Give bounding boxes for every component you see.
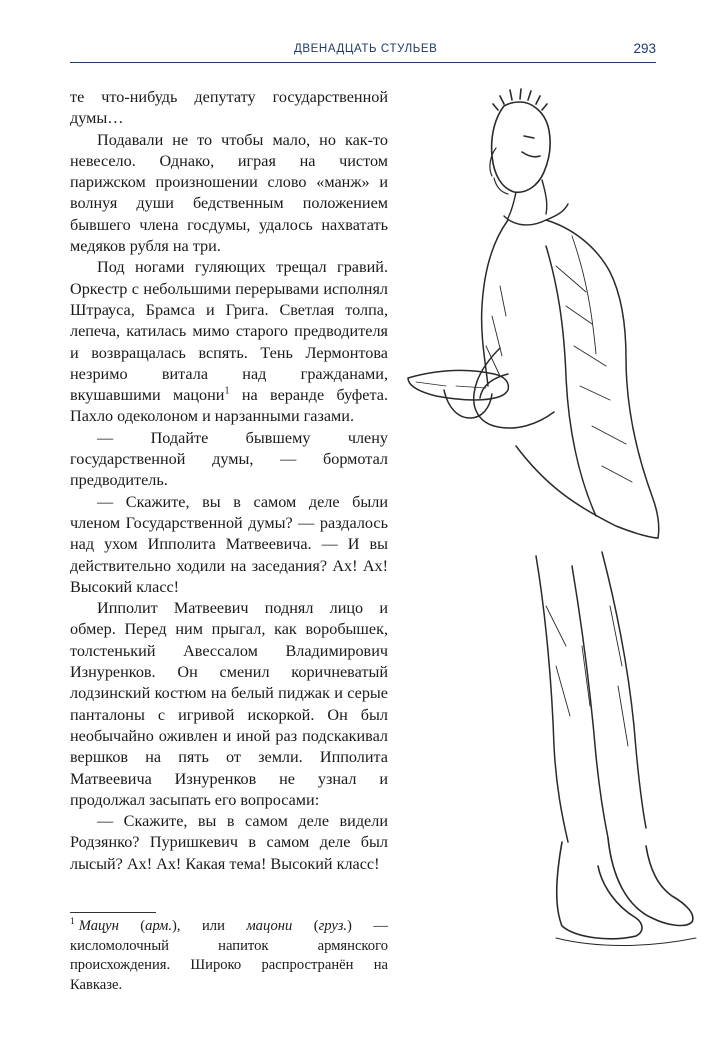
- figure-jacket: [482, 220, 659, 538]
- paragraph-5: — Скажите, вы в самом деле были членом Государственной думы? — раздалось над ухом Ипполита Матвеевича. — И вы действительно ходили на заседания? Ах! Ах! Высокий класс!: [70, 492, 388, 596]
- paragraph-6: Ипполит Матвеевич поднял лицо и обмер. Перед ним прыгал, как воробышек, толстенький Авессалом Владимирович Изнуренков. Он сменил коричневатый лодзинский костюм на белый пиджак и серые панталоны с игривой искоркой. Он был необычайно оживлен и иной раз подскакивал вершков на пять от земли. Ипполита Матвеевича Изнуренков не узнал и продолжал засыпать его вопросами:: [70, 599, 388, 809]
- paragraph-2: Подавали не то чтобы мало, но как-то невесело. Однако, играя на чистом парижском произношении слово «манж» и волнуя души бедственным положением бывшего члена госдумы, удалось нахватать медяков рубля на три.: [70, 130, 388, 256]
- footnote-term-1: Мацун: [78, 918, 119, 934]
- figure-trousers: [536, 552, 646, 842]
- figure-collar: [504, 180, 568, 225]
- paragraph-3-end: на веранде буфета. Пахло одеколоном и нарзанными газами.: [70, 386, 388, 426]
- ink-illustration-begging-man: [396, 86, 706, 966]
- paragraph-4: — Подайте бывшему члену государственной думы, — бормотал предводитель.: [70, 428, 388, 490]
- footnote-divider: [70, 912, 156, 913]
- footnote-lang-1: арм.: [145, 918, 172, 934]
- figure-shoes: [556, 838, 696, 946]
- figure-arm-with-hat: [408, 348, 554, 428]
- footnote-connector: или: [201, 918, 225, 934]
- footnote-term-2: мацони: [246, 918, 293, 934]
- footnote-mark: 1: [70, 917, 75, 928]
- paragraph-1: те что-нибудь депутату государственной думы…: [70, 88, 388, 128]
- figure-head: [490, 89, 550, 194]
- paragraph-7: — Скажите, вы в самом деле видели Родзянко? Пуришкевич в самом деле был лысый? Ах! Ах! Какая тема! Высокий класс!: [70, 812, 388, 873]
- footnote-definition: — кисломолочный напиток армянского происхождения. Широко распространён на Кавказе.: [70, 918, 388, 993]
- footnote: $^1$ Мацун (арм.), или мацони (груз.) — кисломолочный напиток армянского происхождения. Широко распространён на Кавказе.: [70, 917, 388, 993]
- paragraph-3-start: Под ногами гуляющих трещал гравий. Оркестр с небольшими перерывами исполнял Штрауса, Брамса и Грига. Светлая толпа, лепеча, катилась мимо старого предводителя и возвращалась вспять. Тень Лермонтова незримо витала над гражданами, вкушавшими мацони: [70, 258, 388, 405]
- footnote-lang-2: груз.: [318, 918, 348, 934]
- main-text: [70, 87, 388, 875]
- paragraph-3: [70, 257, 388, 427]
- running-header: [70, 40, 656, 63]
- book-title: ДВЕНАДЦАТЬ СТУЛЬЕВ: [294, 43, 438, 55]
- page-number: 293: [633, 41, 656, 56]
- footnote-reference[interactable]: 1: [224, 385, 230, 397]
